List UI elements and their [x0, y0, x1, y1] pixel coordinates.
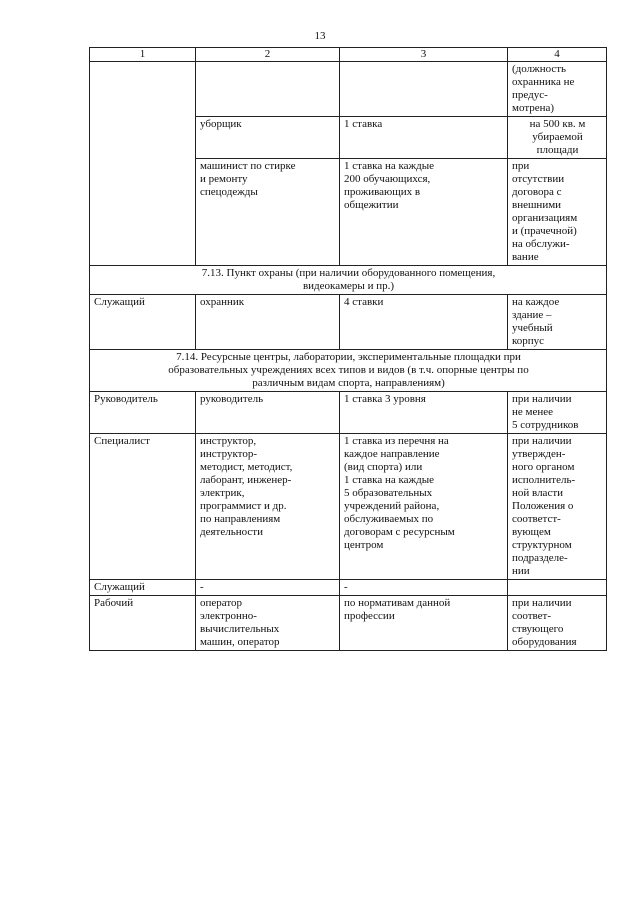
- section-row: [90, 266, 607, 295]
- note-cell: (должность охранника не предус- мотрена): [508, 62, 607, 117]
- table-row: [90, 580, 607, 596]
- note-cell: на каждое здание – учебный корпус: [508, 295, 607, 350]
- table-row: [90, 596, 607, 651]
- norm-cell: 1 ставка 3 уровня: [340, 392, 508, 434]
- position-cell: охранник: [196, 295, 340, 350]
- norm-cell: 1 ставка из перечня на каждое направление (вид спорта) или 1 ставка на каждые 5 образовательных учреждений района, обслуживаемых по договорам с ресурсным центром: [340, 434, 508, 580]
- norm-cell: 1 ставка на каждые 200 обучающихся, проживающих в общежитии: [340, 159, 508, 266]
- category-cell: Рабочий: [90, 596, 196, 651]
- position-cell: [196, 62, 340, 117]
- category-cell: Специалист: [90, 434, 196, 580]
- table-row: [90, 62, 607, 117]
- header-row: [90, 48, 607, 62]
- position-cell: уборщик: [196, 117, 340, 159]
- norm-cell: [340, 62, 508, 117]
- section-row: [90, 350, 607, 392]
- note-cell: [508, 580, 607, 596]
- position-cell: руководитель: [196, 392, 340, 434]
- section-heading-7-14: 7.14. Ресурсные центры, лаборатории, экспериментальные площадки при образовательных учреждениях всех типов и видов (в т.ч. опорные центры по различным видам спорта, направлениям): [90, 350, 607, 392]
- table-row: [90, 295, 607, 350]
- category-cell: Руководитель: [90, 392, 196, 434]
- norm-cell: по нормативам данной профессии: [340, 596, 508, 651]
- category-cell: [90, 62, 196, 266]
- note-cell: на 500 кв. м убираемой площади: [508, 117, 607, 159]
- category-cell: Служащий: [90, 580, 196, 596]
- note-cell: при отсутствии договора с внешними организациям и (прачечной) на обслужи- вание: [508, 159, 607, 266]
- category-cell: Служащий: [90, 295, 196, 350]
- header-col-4: 4: [508, 48, 607, 62]
- position-cell: -: [196, 580, 340, 596]
- section-heading-7-13: 7.13. Пункт охраны (при наличии оборудованного помещения, видеокамеры и пр.): [90, 266, 607, 295]
- note-cell: при наличии соответ- ствующего оборудования: [508, 596, 607, 651]
- note-cell: при наличии утвержден- ного органом исполнитель- ной власти Положения о соответст- вующем структурном подразделе- нии: [508, 434, 607, 580]
- header-col-1: 1: [90, 48, 196, 62]
- position-cell: оператор электронно- вычислительных машин, оператор: [196, 596, 340, 651]
- staffing-table: [89, 47, 607, 651]
- norm-cell: 1 ставка: [340, 117, 508, 159]
- table-row: [90, 392, 607, 434]
- norm-cell: 4 ставки: [340, 295, 508, 350]
- note-cell: при наличии не менее 5 сотрудников: [508, 392, 607, 434]
- norm-cell: -: [340, 580, 508, 596]
- header-col-3: 3: [340, 48, 508, 62]
- page-number: 13: [314, 30, 326, 42]
- header-col-2: 2: [196, 48, 340, 62]
- position-cell: инструктор, инструктор- методист, методист, лаборант, инженер- электрик, программист и др. по направлениям деятельности: [196, 434, 340, 580]
- position-cell: машинист по стирке и ремонту спецодежды: [196, 159, 340, 266]
- table-row: [90, 434, 607, 580]
